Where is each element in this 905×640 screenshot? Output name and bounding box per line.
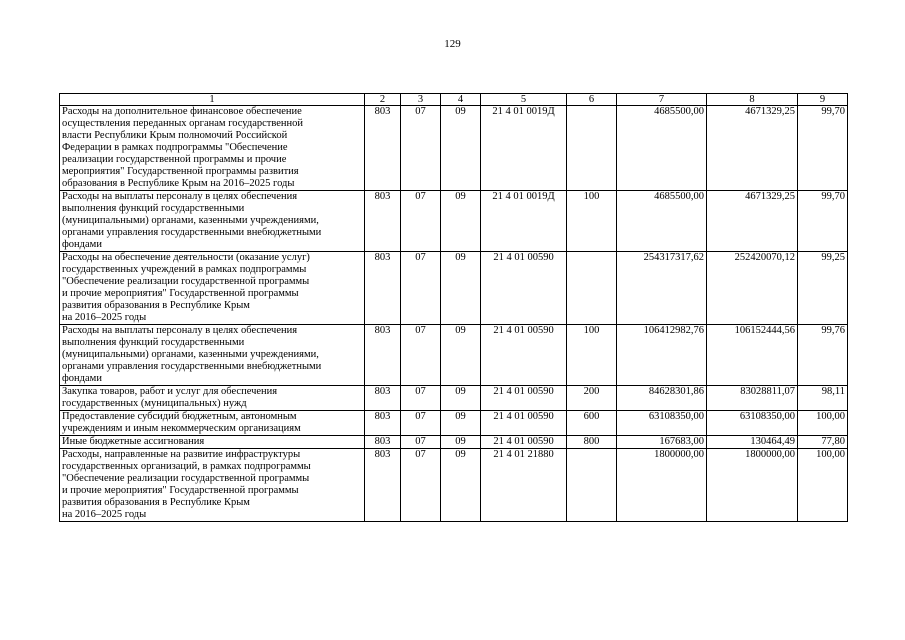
row-execution-percent: 100,00: [798, 411, 848, 436]
row-planned-amount: 63108350,00: [617, 411, 707, 436]
row-target-article: 21 4 01 00590: [481, 436, 567, 449]
row-section-code: 07: [401, 325, 441, 386]
row-planned-amount: 254317317,62: [617, 252, 707, 325]
row-target-article: 21 4 01 00590: [481, 386, 567, 411]
row-target-article: 21 4 01 0019Д: [481, 106, 567, 191]
header-row: [60, 94, 848, 106]
row-ministry-code: 803: [365, 106, 401, 191]
row-expense-type: 600: [567, 411, 617, 436]
row-section-code: 07: [401, 449, 441, 522]
row-planned-amount: 1800000,00: [617, 449, 707, 522]
row-planned-amount: 4685500,00: [617, 191, 707, 252]
row-executed-amount: 4671329,25: [707, 106, 798, 191]
row-ministry-code: 803: [365, 449, 401, 522]
row-subsection-code: 09: [441, 325, 481, 386]
row-execution-percent: 99,25: [798, 252, 848, 325]
row-target-article: 21 4 01 0019Д: [481, 191, 567, 252]
row-subsection-code: 09: [441, 252, 481, 325]
row-section-code: 07: [401, 386, 441, 411]
row-subsection-code: 09: [441, 436, 481, 449]
row-section-code: 07: [401, 191, 441, 252]
row-description: Расходы на дополнительное финансовое обеспечение осуществления переданных органам государственной власти Республики Крым полномочий Российской Федерации в рамках подпрограммы "Обеспечение реализации государственной программы и прочие мероприятия" Государственной программы развития образования в Республике Крым на 2016–2025 годы: [60, 106, 365, 191]
table-row: [60, 449, 848, 522]
row-executed-amount: 63108350,00: [707, 411, 798, 436]
row-target-article: 21 4 01 00590: [481, 411, 567, 436]
header-col-9: 9: [798, 94, 848, 106]
row-executed-amount: 106152444,56: [707, 325, 798, 386]
row-target-article: 21 4 01 00590: [481, 252, 567, 325]
row-description: Расходы на выплаты персоналу в целях обеспечения выполнения функций государственными (муниципальными) органами, казенными учреждениями, органами управления государственными внебюджетными фондами: [60, 325, 365, 386]
row-description: Расходы на выплаты персоналу в целях обеспечения выполнения функций государственными (муниципальными) органами, казенными учреждениями, органами управления государственными внебюджетными фондами: [60, 191, 365, 252]
row-expense-type: 200: [567, 386, 617, 411]
row-ministry-code: 803: [365, 436, 401, 449]
row-description: Расходы, направленные на развитие инфраструктуры государственных организаций, в рамках подпрограммы "Обеспечение реализации государственной программы и прочие мероприятия" Государственной программы развития образования в Республике Крым на 2016–2025 годы: [60, 449, 365, 522]
header-col-4: 4: [441, 94, 481, 106]
row-expense-type: 100: [567, 325, 617, 386]
row-subsection-code: 09: [441, 191, 481, 252]
row-description: Закупка товаров, работ и услуг для обеспечения государственных (муниципальных) нужд: [60, 386, 365, 411]
row-subsection-code: 09: [441, 106, 481, 191]
header-col-8: 8: [707, 94, 798, 106]
table-row: [60, 106, 848, 191]
header-col-2: 2: [365, 94, 401, 106]
row-expense-type: 100: [567, 191, 617, 252]
row-description: Предоставление субсидий бюджетным, автономным учреждениям и иным некоммерческим организациям: [60, 411, 365, 436]
table-row: [60, 411, 848, 436]
row-expense-type: [567, 252, 617, 325]
table-row: [60, 252, 848, 325]
row-executed-amount: 4671329,25: [707, 191, 798, 252]
row-ministry-code: 803: [365, 252, 401, 325]
row-ministry-code: 803: [365, 191, 401, 252]
table-row: [60, 436, 848, 449]
row-description: Расходы на обеспечение деятельности (оказание услуг) государственных учреждений в рамках подпрограммы "Обеспечение реализации государственной программы и прочие мероприятия" Государственной программы развития образования в Республике Крым на 2016–2025 годы: [60, 252, 365, 325]
row-executed-amount: 130464,49: [707, 436, 798, 449]
row-target-article: 21 4 01 00590: [481, 325, 567, 386]
row-executed-amount: 83028811,07: [707, 386, 798, 411]
row-executed-amount: 1800000,00: [707, 449, 798, 522]
header-col-1: 1: [60, 94, 365, 106]
row-expense-type: [567, 106, 617, 191]
row-execution-percent: 98,11: [798, 386, 848, 411]
row-target-article: 21 4 01 21880: [481, 449, 567, 522]
row-ministry-code: 803: [365, 386, 401, 411]
row-planned-amount: 84628301,86: [617, 386, 707, 411]
row-execution-percent: 99,70: [798, 191, 848, 252]
row-planned-amount: 4685500,00: [617, 106, 707, 191]
row-section-code: 07: [401, 106, 441, 191]
row-execution-percent: 99,76: [798, 325, 848, 386]
table-row: [60, 386, 848, 411]
row-execution-percent: 99,70: [798, 106, 848, 191]
header-col-3: 3: [401, 94, 441, 106]
header-col-6: 6: [567, 94, 617, 106]
row-description: Иные бюджетные ассигнования: [60, 436, 365, 449]
row-subsection-code: 09: [441, 411, 481, 436]
row-section-code: 07: [401, 252, 441, 325]
row-expense-type: [567, 449, 617, 522]
row-execution-percent: 77,80: [798, 436, 848, 449]
row-executed-amount: 252420070,12: [707, 252, 798, 325]
row-ministry-code: 803: [365, 325, 401, 386]
header-col-7: 7: [617, 94, 707, 106]
budget-table: [59, 93, 848, 522]
row-ministry-code: 803: [365, 411, 401, 436]
row-subsection-code: 09: [441, 449, 481, 522]
table-row: [60, 325, 848, 386]
row-planned-amount: 167683,00: [617, 436, 707, 449]
table-row: [60, 191, 848, 252]
row-execution-percent: 100,00: [798, 449, 848, 522]
row-section-code: 07: [401, 411, 441, 436]
row-planned-amount: 106412982,76: [617, 325, 707, 386]
row-expense-type: 800: [567, 436, 617, 449]
row-subsection-code: 09: [441, 386, 481, 411]
header-col-5: 5: [481, 94, 567, 106]
row-section-code: 07: [401, 436, 441, 449]
page-number: 129: [444, 38, 461, 50]
